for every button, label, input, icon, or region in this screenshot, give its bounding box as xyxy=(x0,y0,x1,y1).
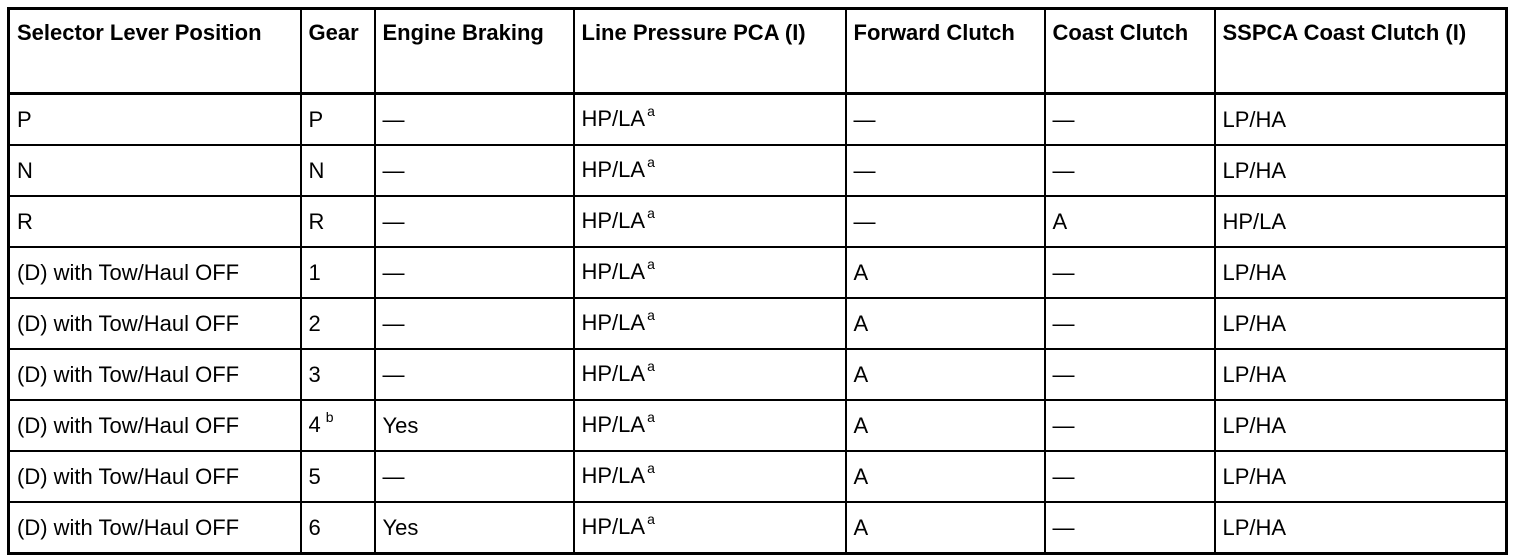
cell-line-pressure-pca xyxy=(574,94,846,146)
cell-coast-clutch xyxy=(1045,247,1215,298)
cell-selector-lever-position xyxy=(9,145,301,196)
cell-sspca-coast-clutch-text: LP/HA xyxy=(1222,157,1287,183)
cell-gear xyxy=(301,94,375,146)
table-row xyxy=(9,196,1507,247)
cell-gear-text: N xyxy=(308,157,325,183)
cell-coast-clutch xyxy=(1045,298,1215,349)
cell-coast-clutch-text: — xyxy=(1052,463,1075,489)
cell-gear xyxy=(301,247,375,298)
cell-coast-clutch-text: — xyxy=(1052,361,1075,387)
cell-engine-braking-text: — xyxy=(382,259,405,285)
cell-forward-clutch xyxy=(846,502,1045,554)
cell-forward-clutch xyxy=(846,247,1045,298)
header-selector-lever-position: Selector Lever Position xyxy=(9,9,301,94)
cell-sspca-coast-clutch-text: LP/HA xyxy=(1222,514,1287,540)
cell-selector-lever-position xyxy=(9,451,301,502)
header-forward-clutch: Forward Clutch xyxy=(846,9,1045,94)
cell-engine-braking xyxy=(375,400,574,451)
cell-sspca-coast-clutch xyxy=(1215,94,1507,146)
cell-line-pressure-pca xyxy=(574,451,846,502)
cell-line-pressure-pca-text: HP/LA xyxy=(581,360,646,386)
cell-engine-braking-text: — xyxy=(382,310,405,336)
cell-gear xyxy=(301,145,375,196)
cell-gear-text: R xyxy=(308,208,325,234)
cell-sspca-coast-clutch-text: LP/HA xyxy=(1222,310,1287,336)
table-body xyxy=(9,94,1507,554)
cell-forward-clutch-text: A xyxy=(853,412,869,438)
cell-gear-text: 4 xyxy=(308,411,321,437)
cell-selector-lever-position-text: R xyxy=(17,208,33,234)
cell-sspca-coast-clutch-text: LP/HA xyxy=(1222,412,1287,438)
cell-gear-text: 1 xyxy=(308,259,321,285)
cell-selector-lever-position xyxy=(9,94,301,146)
cell-engine-braking-text: — xyxy=(382,208,405,234)
cell-engine-braking xyxy=(375,247,574,298)
selector-gear-table xyxy=(7,7,1508,555)
cell-forward-clutch xyxy=(846,145,1045,196)
cell-engine-braking-text: Yes xyxy=(382,514,419,540)
table-row xyxy=(9,145,1507,196)
cell-selector-lever-position xyxy=(9,502,301,554)
cell-engine-braking-text: — xyxy=(382,106,405,132)
cell-sspca-coast-clutch xyxy=(1215,349,1507,400)
cell-forward-clutch xyxy=(846,451,1045,502)
cell-line-pressure-pca xyxy=(574,196,846,247)
cell-forward-clutch-text: A xyxy=(853,310,869,336)
table-row xyxy=(9,400,1507,451)
cell-line-pressure-pca-text: HP/LA xyxy=(581,411,646,437)
cell-sspca-coast-clutch-text: LP/HA xyxy=(1222,106,1287,132)
table-row xyxy=(9,451,1507,502)
footnote-marker: a xyxy=(647,204,655,221)
cell-gear xyxy=(301,451,375,502)
cell-forward-clutch-text: — xyxy=(853,208,876,234)
cell-selector-lever-position xyxy=(9,298,301,349)
cell-coast-clutch-text: — xyxy=(1052,310,1075,336)
cell-selector-lever-position-text: (D) with Tow/Haul OFF xyxy=(17,463,240,489)
cell-coast-clutch-text: — xyxy=(1052,157,1075,183)
cell-selector-lever-position-text: (D) with Tow/Haul OFF xyxy=(17,259,240,285)
footnote-marker: a xyxy=(647,357,655,374)
footnote-marker: b xyxy=(325,408,334,425)
header-gear: Gear xyxy=(301,9,375,94)
cell-sspca-coast-clutch xyxy=(1215,145,1507,196)
cell-line-pressure-pca-text: HP/LA xyxy=(581,258,646,284)
cell-line-pressure-pca-text: HP/LA xyxy=(581,513,646,539)
cell-line-pressure-pca-text: HP/LA xyxy=(581,156,646,182)
table-row xyxy=(9,298,1507,349)
cell-sspca-coast-clutch xyxy=(1215,451,1507,502)
cell-forward-clutch xyxy=(846,349,1045,400)
table-row xyxy=(9,247,1507,298)
header-sspca-coast-clutch: SSPCA Coast Clutch (I) xyxy=(1215,9,1507,94)
footnote-marker: a xyxy=(647,408,655,425)
cell-engine-braking-text: — xyxy=(382,157,405,183)
cell-gear-text: 6 xyxy=(308,514,321,540)
cell-sspca-coast-clutch-text: HP/LA xyxy=(1222,208,1287,234)
cell-engine-braking-text: Yes xyxy=(382,412,419,438)
cell-coast-clutch-text: — xyxy=(1052,259,1075,285)
cell-line-pressure-pca xyxy=(574,145,846,196)
cell-sspca-coast-clutch xyxy=(1215,400,1507,451)
cell-forward-clutch-text: A xyxy=(853,463,869,489)
cell-engine-braking xyxy=(375,94,574,146)
cell-sspca-coast-clutch-text: LP/HA xyxy=(1222,463,1287,489)
cell-selector-lever-position-text: (D) with Tow/Haul OFF xyxy=(17,361,240,387)
cell-sspca-coast-clutch-text: LP/HA xyxy=(1222,259,1287,285)
cell-forward-clutch xyxy=(846,196,1045,247)
cell-line-pressure-pca xyxy=(574,349,846,400)
cell-sspca-coast-clutch-text: LP/HA xyxy=(1222,361,1287,387)
table-row xyxy=(9,94,1507,146)
cell-gear xyxy=(301,196,375,247)
cell-coast-clutch xyxy=(1045,502,1215,554)
cell-engine-braking-text: — xyxy=(382,463,405,489)
cell-engine-braking xyxy=(375,196,574,247)
cell-engine-braking xyxy=(375,451,574,502)
table-row xyxy=(9,349,1507,400)
cell-line-pressure-pca xyxy=(574,247,846,298)
cell-selector-lever-position xyxy=(9,196,301,247)
cell-gear-text: 2 xyxy=(308,310,321,336)
cell-engine-braking-text: — xyxy=(382,361,405,387)
cell-forward-clutch-text: — xyxy=(853,106,876,132)
cell-sspca-coast-clutch xyxy=(1215,247,1507,298)
cell-coast-clutch xyxy=(1045,145,1215,196)
cell-sspca-coast-clutch xyxy=(1215,196,1507,247)
cell-sspca-coast-clutch xyxy=(1215,502,1507,554)
header-line-pressure-pca: Line Pressure PCA (I) xyxy=(574,9,846,94)
cell-selector-lever-position-text: (D) with Tow/Haul OFF xyxy=(17,412,240,438)
cell-selector-lever-position-text: (D) with Tow/Haul OFF xyxy=(17,514,240,540)
cell-gear-text: 5 xyxy=(308,463,321,489)
footnote-marker: a xyxy=(647,510,655,527)
cell-coast-clutch-text: — xyxy=(1052,106,1075,132)
cell-forward-clutch xyxy=(846,400,1045,451)
footnote-marker: a xyxy=(647,255,655,272)
cell-coast-clutch xyxy=(1045,94,1215,146)
header-coast-clutch: Coast Clutch xyxy=(1045,9,1215,94)
cell-selector-lever-position-text: P xyxy=(17,106,32,132)
cell-engine-braking xyxy=(375,145,574,196)
cell-gear-text: P xyxy=(308,106,324,132)
cell-gear-text: 3 xyxy=(308,361,321,387)
cell-line-pressure-pca-text: HP/LA xyxy=(581,105,646,131)
cell-line-pressure-pca-text: HP/LA xyxy=(581,207,646,233)
cell-line-pressure-pca-text: HP/LA xyxy=(581,309,646,335)
cell-coast-clutch xyxy=(1045,349,1215,400)
cell-coast-clutch xyxy=(1045,451,1215,502)
cell-gear xyxy=(301,400,375,451)
cell-coast-clutch xyxy=(1045,196,1215,247)
cell-forward-clutch-text: A xyxy=(853,259,869,285)
cell-forward-clutch-text: — xyxy=(853,157,876,183)
cell-forward-clutch xyxy=(846,94,1045,146)
cell-gear xyxy=(301,298,375,349)
cell-line-pressure-pca xyxy=(574,298,846,349)
footnote-marker: a xyxy=(647,306,655,323)
footnote-marker: a xyxy=(647,153,655,170)
cell-coast-clutch-text: — xyxy=(1052,412,1075,438)
cell-forward-clutch-text: A xyxy=(853,514,869,540)
cell-line-pressure-pca-text: HP/LA xyxy=(581,462,646,488)
cell-forward-clutch-text: A xyxy=(853,361,869,387)
cell-coast-clutch-text: A xyxy=(1052,208,1068,234)
footnote-marker: a xyxy=(647,459,655,476)
cell-engine-braking xyxy=(375,298,574,349)
cell-selector-lever-position xyxy=(9,247,301,298)
cell-coast-clutch-text: — xyxy=(1052,514,1075,540)
cell-gear xyxy=(301,349,375,400)
table-row xyxy=(9,502,1507,554)
table-header-row xyxy=(9,9,1507,94)
cell-selector-lever-position-text: (D) with Tow/Haul OFF xyxy=(17,310,240,336)
cell-coast-clutch xyxy=(1045,400,1215,451)
cell-selector-lever-position xyxy=(9,349,301,400)
cell-engine-braking xyxy=(375,349,574,400)
cell-forward-clutch xyxy=(846,298,1045,349)
footnote-marker: a xyxy=(647,102,655,119)
cell-engine-braking xyxy=(375,502,574,554)
header-engine-braking: Engine Braking xyxy=(375,9,574,94)
cell-line-pressure-pca xyxy=(574,400,846,451)
cell-sspca-coast-clutch xyxy=(1215,298,1507,349)
cell-gear xyxy=(301,502,375,554)
cell-selector-lever-position xyxy=(9,400,301,451)
cell-selector-lever-position-text: N xyxy=(17,157,33,183)
cell-line-pressure-pca xyxy=(574,502,846,554)
